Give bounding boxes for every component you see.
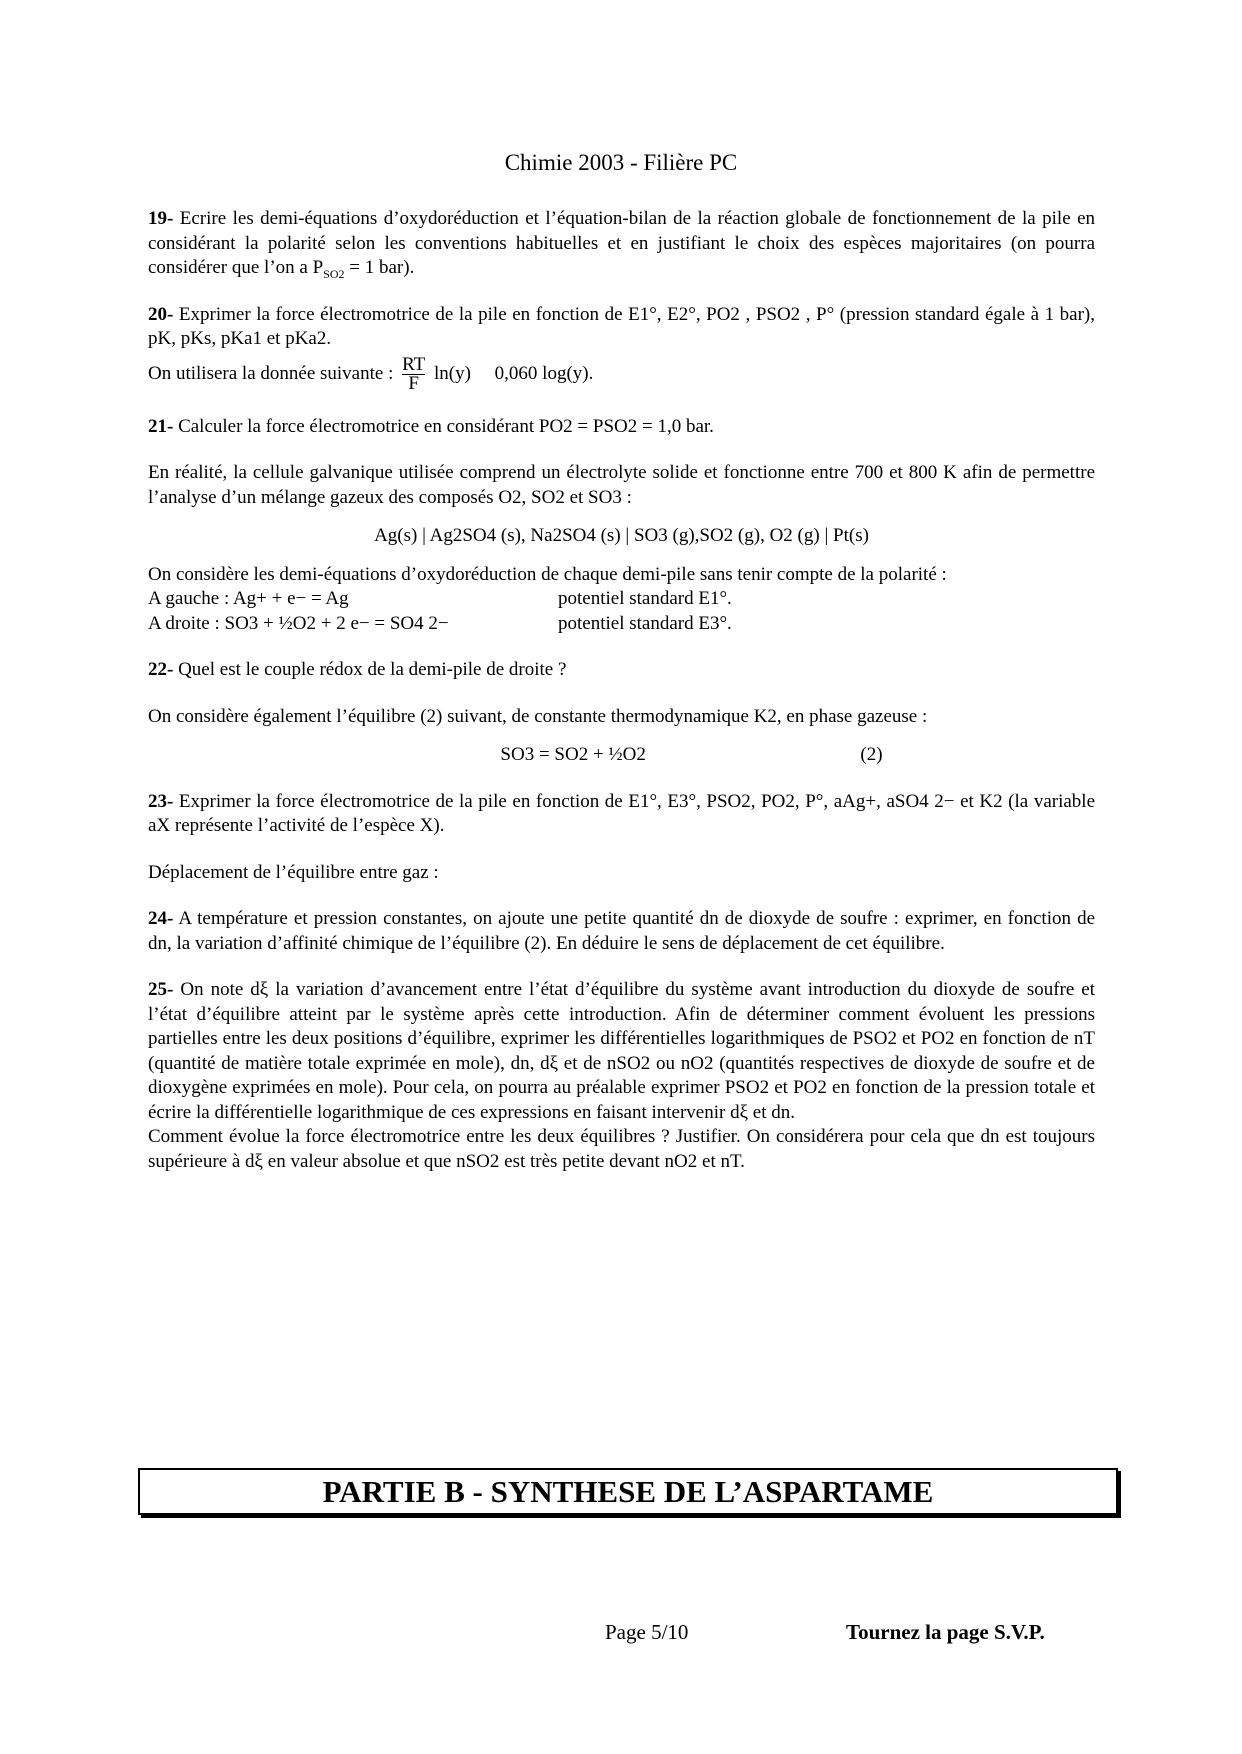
section-title-box: PARTIE B - SYNTHESE DE L’ASPARTAME xyxy=(138,1468,1118,1515)
question-21 xyxy=(148,415,1095,440)
question-number: 25- xyxy=(148,979,174,1000)
data-line-suffix: ln(y) 0,060 log(y). xyxy=(434,362,594,384)
question-number: 20- xyxy=(148,303,174,325)
question-number: 19- xyxy=(148,208,174,229)
half-equation-left xyxy=(148,587,1095,612)
equilibrium-2 xyxy=(148,743,1095,768)
data-line-prefix: On utilisera la donnée suivante : xyxy=(148,362,394,384)
paragraph-equilibrium: On considère également l’équilibre (2) suivant, de constante thermodynamique K2, en phase gazeuse : xyxy=(148,705,928,727)
question-text-tail: = 1 bar). xyxy=(344,257,415,278)
paragraph-cell-description: En réalité, la cellule galvanique utilisée comprend un électrolyte solide et fonctionne entre 700 et 800 K afin de permettre l’analyse d’un mélange gazeux des composés O2, SO2 et SO3 : xyxy=(148,462,1095,508)
turn-page-note: Tournez la page S.V.P. xyxy=(846,1620,1045,1644)
question-text: On note dξ la variation d’avancement entre l’état d’équilibre du système avant introduction du dioxyde de soufre et l’état d’équilibre atteint par le système après cette introduction. Afin de déterminer comment évoluent les pressions partielles entre les deux positions d’équilibre, exprimer les différentielles logarithmiques de PSO2 et PO2 en fonction de nT (quantité de matière totale exprimée en mole), dn, dξ et de nSO2 ou nO2 (quantités respectives de dioxyde de soufre et de dioxygène exprimées en mole). Pour cela, on pourra au préalable exprimer PSO2 et PO2 en fonction de la pression totale et écrire la différentielle logarithmique de ces expressions en faisant intervenir dξ et dn. xyxy=(148,979,1096,1123)
subscript: SO2 xyxy=(323,266,345,281)
question-text: A température et pression constantes, on ajoute une petite quantité dn de dioxyde de soufre : exprimer, en fonction de dn, la variation d’affinité chimique de l’équilibre (2). En déduire le sens de déplacement de cet équilibre. xyxy=(148,908,1095,954)
question-19 xyxy=(148,207,1095,281)
potential-left: potentiel standard E1°. xyxy=(558,588,732,609)
question-number: 24- xyxy=(148,908,174,929)
potential-right: potentiel standard E3°. xyxy=(558,612,732,634)
question-text: Ecrire les demi-équations d’oxydoréduction et l’équation-bilan de la réaction globale de fonctionnement de la pile en considérant la polarité selon les conventions habituelles et en justifiant le choix des espèces majoritaires (on pourra considérer que l’on a P xyxy=(148,208,1096,278)
question-22 xyxy=(148,658,1095,683)
galvanic-cell-notation: Ag(s) | Ag2SO4 (s), Na2SO4 (s) | SO3 (g),SO2 (g), O2 (g) | Pt(s) xyxy=(374,525,869,546)
equation-right: A droite : SO3 + ½O2 + 2 e− = SO4 2− xyxy=(148,612,449,634)
question-number: 21- xyxy=(148,415,174,437)
equation-left: A gauche : Ag+ + e− = Ag xyxy=(148,588,349,609)
question-text: Calculer la force électromotrice en considérant PO2 = PSO2 = 1,0 bar. xyxy=(178,415,714,437)
question-23 xyxy=(148,790,1095,839)
fraction-denominator: F xyxy=(408,372,419,394)
question-25-continuation: Comment évolue la force électromotrice entre les deux équilibres ? Justifier. On considérera pour cela que dn est toujours supérieure à dξ en valeur absolue et que nSO2 est très petite devant nO2 et nT. xyxy=(148,1126,1095,1172)
question-text: Exprimer la force électromotrice de la pile en fonction de E1°, E3°, PSO2, PO2, P°, aAg+, aSO4 2− et K2 (la variable aX représente l’activité de l’espèce X). xyxy=(148,790,1095,836)
question-25 xyxy=(148,978,1095,1125)
fraction-rt-f xyxy=(402,353,426,394)
paragraph-gas-shift: Déplacement de l’équilibre entre gaz : xyxy=(148,861,439,883)
page-header: Chimie 2003 - Filière PC xyxy=(504,150,738,175)
question-text: Quel est le couple rédox de la demi-pile de droite ? xyxy=(178,659,567,680)
question-number: 23- xyxy=(148,790,174,812)
equilibrium-equation: SO3 = SO2 + ½O2 xyxy=(500,744,646,765)
question-text: Exprimer la force électromotrice de la pile en fonction de E1°, E2°, PO2 , PSO2 , P° (pression standard égale à 1 bar), pK, pKs, pKa1 et pKa2. xyxy=(148,303,1096,349)
question-24 xyxy=(148,907,1095,956)
half-equation-right xyxy=(148,612,1095,637)
paragraph-half-equations: On considère les demi-équations d’oxydoréduction de chaque demi-pile sans tenir compte de la polarité : xyxy=(148,563,947,585)
question-20 xyxy=(148,303,1095,352)
question-20-data-line xyxy=(148,353,1095,394)
page-number: Page 5/10 xyxy=(605,1620,689,1644)
equation-number: (2) xyxy=(860,744,883,765)
fraction-numerator: RT xyxy=(402,353,426,375)
question-number: 22- xyxy=(148,659,174,680)
page-content xyxy=(148,207,1095,1174)
